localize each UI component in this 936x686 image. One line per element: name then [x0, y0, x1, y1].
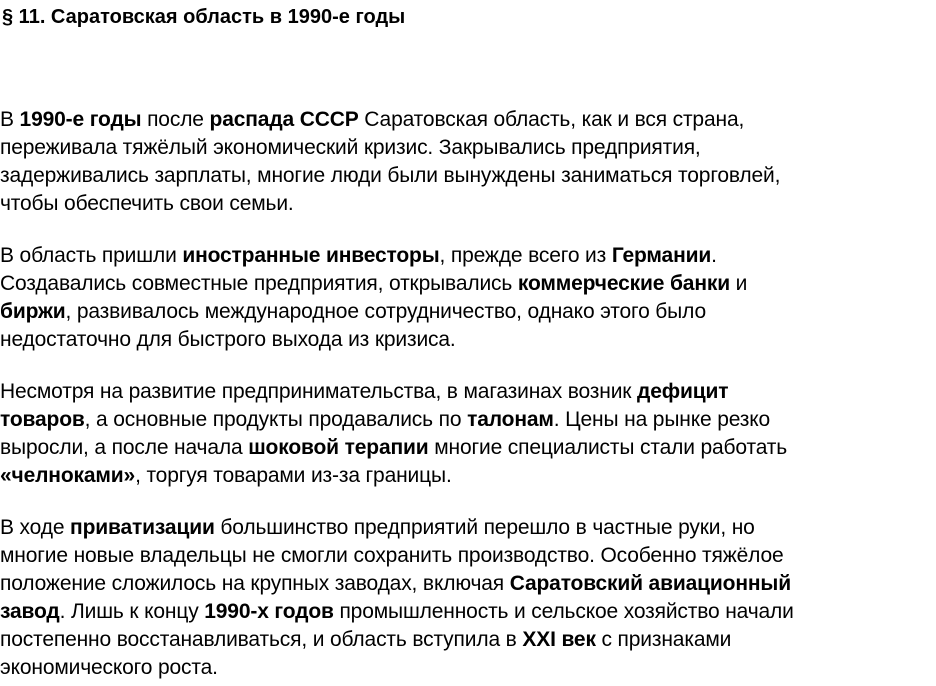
text-run: , торгуя товарами из-за границы. — [135, 464, 452, 487]
text-line — [0, 106, 936, 134]
bold-term: Германии — [611, 244, 712, 267]
text-run: с признаками — [595, 628, 732, 651]
text-run: задерживались зарплаты, многие люди были вынуждены заниматься торговлей, — [0, 164, 781, 187]
text-run: переживала тяжёлый экономический кризис. Закрывались предприятия, — [0, 136, 701, 159]
bold-term: коммерческие банки — [517, 272, 730, 295]
text-line — [0, 654, 936, 682]
text-run: экономического роста. — [0, 656, 218, 679]
bold-term: приватизации — [70, 516, 215, 539]
text-line — [0, 598, 936, 626]
paragraph-2 — [0, 242, 936, 354]
bold-term: завод — [0, 600, 60, 623]
text-run: Несмотря на развитие предпринимательства, в магазинах возник — [0, 380, 638, 403]
text-line — [0, 378, 936, 406]
text-run: В ходе — [0, 516, 71, 539]
text-run: выросли, а после начала — [0, 436, 249, 459]
text-run: , развивалось международное сотрудничество, однако этого было — [65, 300, 706, 323]
text-run: , прежде всего из — [439, 244, 612, 267]
text-run: постепенно восстанавливаться, и область вступила в — [0, 628, 523, 651]
text-line — [0, 134, 936, 162]
text-line — [0, 626, 936, 654]
text-run: Создавались совместные предприятия, открывались — [0, 272, 518, 295]
text-run: В — [0, 108, 20, 131]
page-title: § 11. Саратовская область в 1990-е годы — [2, 6, 406, 28]
bold-term: «челноками» — [0, 464, 136, 487]
text-line — [0, 242, 936, 270]
text-run: и — [729, 272, 748, 295]
bold-term: XXI век — [522, 628, 596, 651]
text-line — [0, 270, 936, 298]
text-line — [0, 406, 936, 434]
paragraph-1 — [0, 106, 936, 218]
paragraph-3 — [0, 378, 936, 490]
paragraph-4 — [0, 514, 936, 682]
bold-term: 1990-х годов — [204, 600, 334, 623]
text-run: . Лишь к концу — [59, 600, 205, 623]
bold-term: 1990-е годы — [19, 108, 142, 131]
bold-term: биржи — [0, 300, 66, 323]
text-line — [0, 570, 936, 598]
text-run: , а основные продукты продавались по — [84, 408, 468, 431]
text-line — [0, 162, 936, 190]
bold-term: Саратовский авиационный — [509, 572, 791, 595]
text-line — [0, 190, 936, 218]
text-run: промышленность и сельское хозяйство начали — [333, 600, 794, 623]
bold-term: талонам — [467, 408, 554, 431]
bold-term: распада СССР — [209, 108, 359, 131]
text-line — [0, 326, 936, 354]
text-run: . — [711, 244, 717, 267]
text-run: многие новые владельцы не смогли сохранить производство. Особенно тяжёлое — [0, 544, 784, 567]
text-line — [0, 514, 936, 542]
text-line — [0, 462, 936, 490]
text-line — [0, 434, 936, 462]
text-run: Саратовская область, как и вся страна, — [358, 108, 745, 131]
text-run: недостаточно для быстрого выхода из кризиса. — [0, 328, 456, 351]
text-line — [0, 542, 936, 570]
text-line — [0, 298, 936, 326]
bold-term: товаров — [0, 408, 85, 431]
text-run: положение сложилось на крупных заводах, включая — [0, 572, 510, 595]
bold-term: дефицит — [637, 380, 729, 403]
text-run: В область пришли — [0, 244, 183, 267]
text-run: . Цены на рынке резко — [553, 408, 771, 431]
bold-term: иностранные инвесторы — [182, 244, 440, 267]
text-run: чтобы обеспечить свои семьи. — [0, 192, 294, 215]
text-run: после — [141, 108, 210, 131]
bold-term: шоковой терапии — [248, 436, 429, 459]
text-run: многие специалисты стали работать — [428, 436, 788, 459]
text-run: большинство предприятий перешло в частные руки, но — [214, 516, 755, 539]
